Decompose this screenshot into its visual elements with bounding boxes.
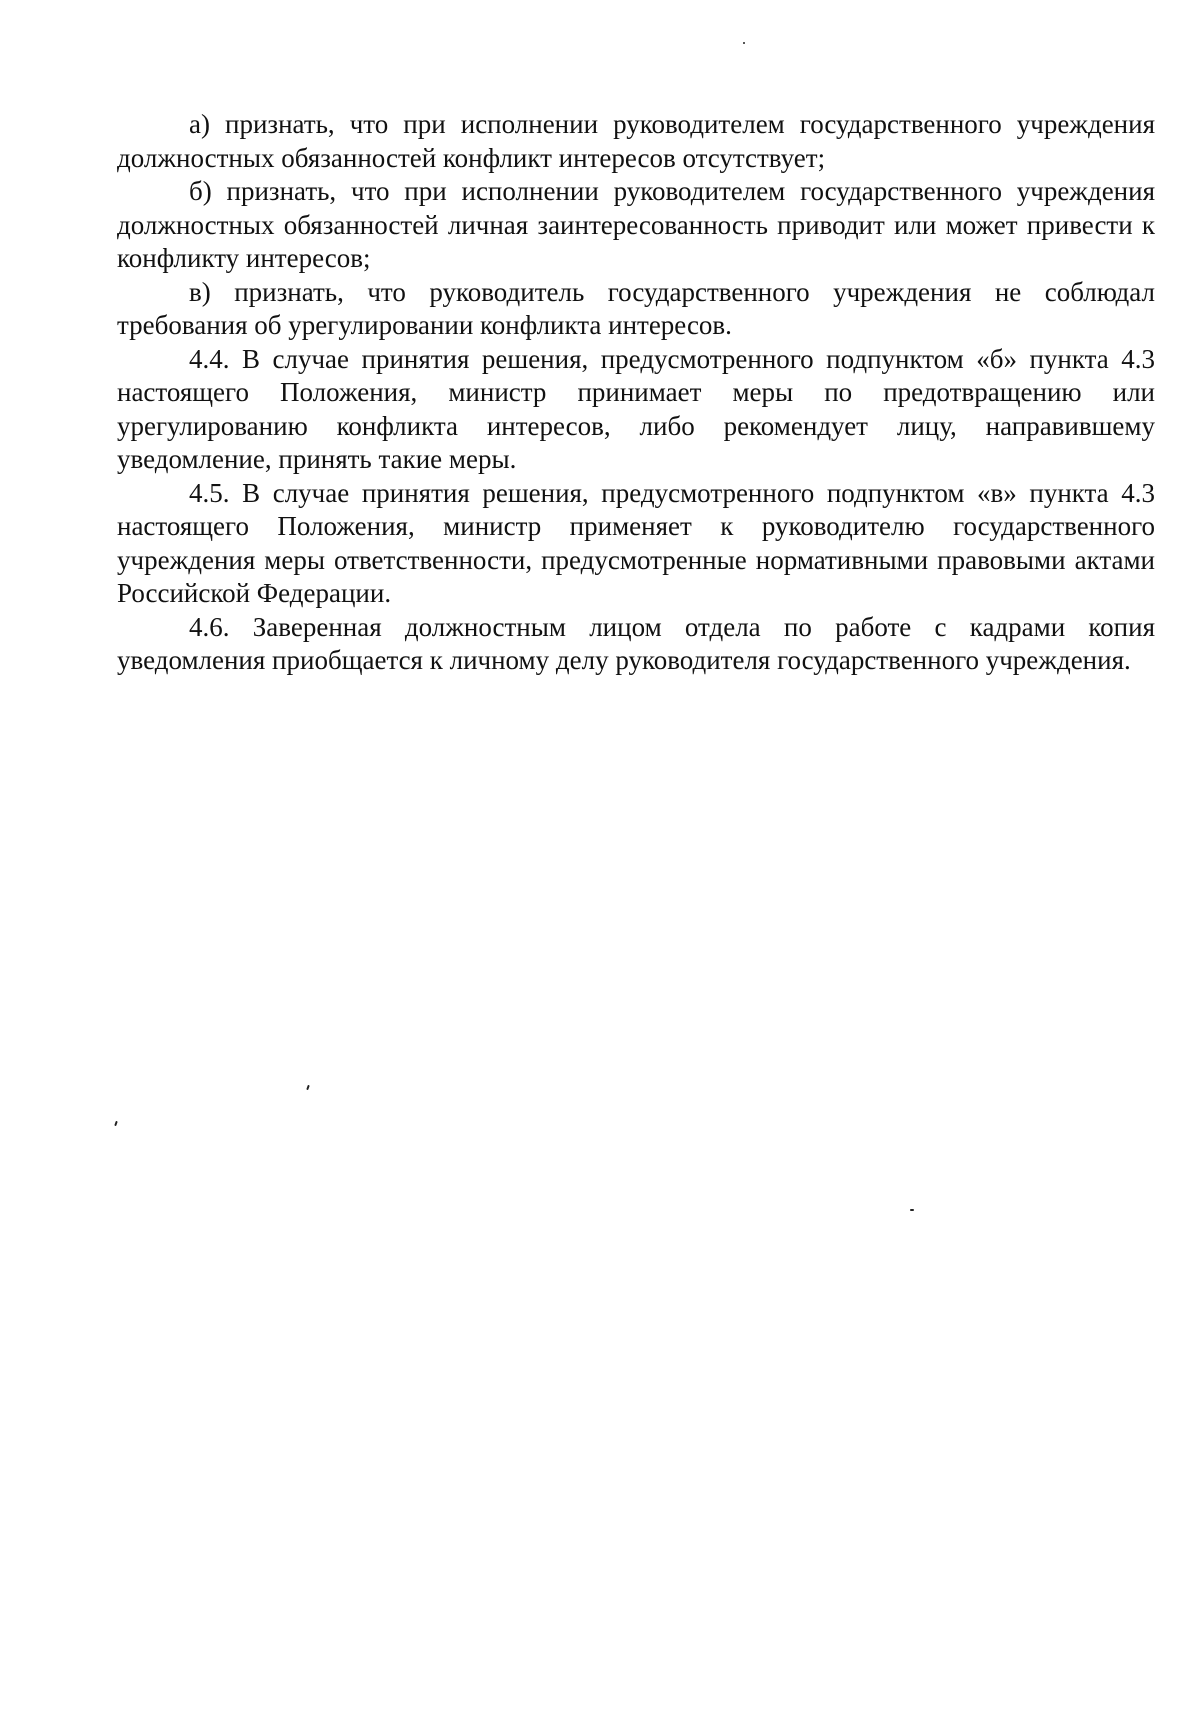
paragraph-4-5: 4.5. В случае принятия решения, предусмотренного подпунктом «в» пункта 4.3 настоящего Положения, министр применяет к руководителю государственного учреждения меры ответственности, предусмотренные нормативными правовыми актами Российской Федерации.: [117, 477, 1155, 608]
paragraph-4-6: 4.6. Заверенная должностным лицом отдела по работе с кадрами копия уведомления приобщается к личному делу руководителя государственного учреждения.: [117, 611, 1155, 675]
scan-speck: [743, 42, 745, 44]
paragraph-b: б) признать, что при исполнении руководителем государственного учреждения должностных обязанностей личная заинтересованность приводит или может привести к конфликту интересов;: [117, 176, 1155, 273]
scan-speck: [306, 1085, 310, 1090]
document-body: [117, 108, 1155, 678]
paragraph-a: а) признать, что при исполнении руководителем государственного учреждения должностных обязанностей конфликт интересов отсутствует;: [117, 109, 1155, 173]
paragraph-4-4: 4.4. В случае принятия решения, предусмотренного подпунктом «б» пункта 4.3 настоящего Положения, министр принимает меры по предотвращению или урегулированию конфликта интересов, либо рекомендует лицу, направившему уведомление, принять такие меры.: [117, 343, 1155, 474]
scan-speck: [910, 1209, 914, 1211]
paragraph-v: в) признать, что руководитель государственного учреждения не соблюдал требования об урегулировании конфликта интересов.: [117, 276, 1155, 340]
scan-speck: [114, 1121, 118, 1126]
